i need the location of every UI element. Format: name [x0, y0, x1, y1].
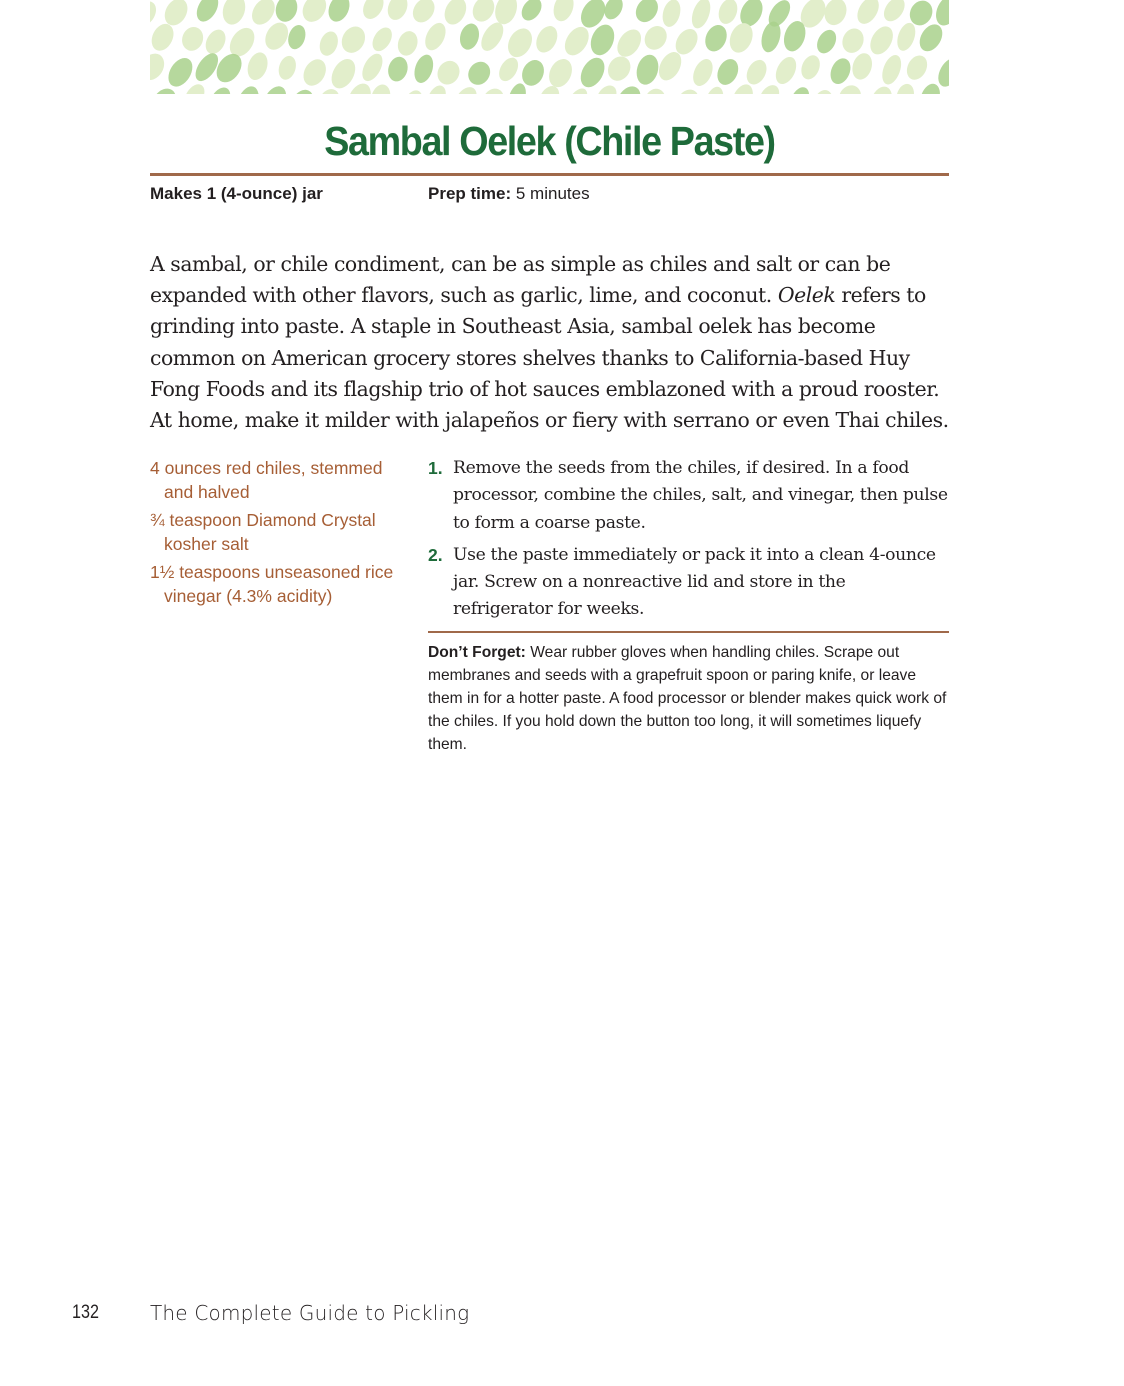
decorative-dot [672, 85, 703, 94]
decorative-dot [464, 58, 495, 90]
decorative-dot [233, 83, 262, 94]
decorative-dot [879, 52, 905, 87]
decorative-dot [866, 22, 898, 58]
decorative-dot [421, 20, 450, 54]
decorative-dot [532, 23, 561, 56]
decorative-dot [399, 87, 426, 94]
decorative-dot [325, 0, 354, 25]
step-item [428, 455, 948, 537]
prep-time [428, 184, 590, 204]
decorative-dot [244, 50, 271, 83]
decorative-dot [612, 82, 645, 94]
decorative-dot [317, 29, 341, 58]
recipe-intro [150, 249, 950, 436]
decorative-dot [272, 0, 300, 25]
decorative-dot [866, 83, 896, 94]
step-text: Use the paste immediately or pack it into a clean 4-ounce jar. Screw on a nonreactive lid and store in the refrigerator for weeks. [453, 544, 936, 620]
decorative-dot [440, 0, 470, 28]
decorative-dot [298, 0, 331, 26]
decorative-dot [849, 51, 875, 82]
decorative-dot [545, 55, 577, 91]
decorative-dot [276, 54, 299, 82]
intro-text-continued: refers to grinding into paste. A staple in Southeast Asia, sambal oelek has become common on American grocery stores shelves thanks to California-based Huy Fong Foods and its flagship trio of hot sauces emblazoned with a proud rooster. At home, make it milder with jalapeños or fiery with serrano or even Thai chiles. [150, 283, 949, 433]
decorative-dot [503, 24, 537, 61]
decorative-dot [903, 52, 931, 83]
decorative-dot [518, 0, 546, 24]
decorative-dot [261, 19, 293, 54]
step-list [428, 455, 948, 629]
decorative-dot [948, 20, 949, 54]
decorative-dot [219, 0, 249, 27]
ingredient-item: 1½ teaspoons unseasoned rice vinegar (4.3% acidity) [150, 562, 394, 606]
decorative-dot [327, 55, 360, 93]
decorative-dot [641, 86, 669, 94]
decorative-dot [743, 57, 771, 88]
recipe-title: Sambal Oelek (Chile Paste) [324, 118, 775, 164]
decorative-dot [205, 84, 234, 94]
decorative-dot [811, 88, 836, 94]
note-rule [428, 631, 949, 633]
intro-italic-term: Oelek [777, 283, 836, 308]
decorative-dot [286, 86, 318, 94]
decorative-dot [688, 0, 713, 31]
decorative-dot [660, 0, 683, 29]
decorative-dot [880, 0, 909, 25]
decorative-dot [359, 0, 388, 23]
decorative-dot [755, 82, 783, 94]
decorative-dot [469, 0, 499, 25]
dot-pattern [150, 0, 949, 94]
decorative-dot [853, 0, 883, 28]
decorative-dot [603, 52, 634, 85]
decorative-dot [715, 0, 740, 26]
ingredient-item: 4 ounces red chiles, stemmed and halved [150, 458, 383, 502]
decorative-dot [689, 56, 716, 89]
decorative-dot [593, 82, 621, 94]
decorative-dot [612, 25, 646, 61]
decorative-dot [827, 55, 854, 87]
decorative-dot [163, 54, 197, 91]
decorative-dot [772, 54, 801, 88]
recipe-yield [150, 184, 323, 204]
decorative-dot [839, 25, 867, 56]
note-label: Don’t Forget: [428, 644, 526, 661]
decorative-dot [560, 23, 594, 60]
decorative-dot [385, 54, 410, 83]
decorative-dot [358, 50, 386, 84]
step-item [428, 542, 948, 624]
ingredient-item: ¾ teaspoon Diamond Crystal kosher salt [150, 510, 376, 554]
decorative-dot [633, 52, 661, 87]
decorative-dot [337, 22, 369, 57]
decorative-dot [433, 57, 464, 89]
decorative-dot [550, 0, 577, 24]
decorative-dot [495, 54, 522, 84]
prep-time-value: 5 minutes [515, 184, 590, 203]
decorative-dot [701, 22, 730, 55]
step-number: 1. [428, 458, 443, 478]
decorative-dot [894, 82, 917, 94]
decorative-dot [786, 84, 813, 94]
running-footer-title: The Complete Guide to Pickling [150, 1301, 470, 1325]
decorative-dot [894, 20, 919, 53]
decorative-dot [259, 82, 290, 94]
decorative-dot [701, 84, 727, 94]
decorative-dot [368, 82, 393, 94]
page-number: 132 [72, 1302, 99, 1323]
decorative-dot-banner [150, 0, 949, 94]
decorative-dot [395, 28, 421, 58]
dont-forget-note [428, 641, 949, 756]
decorative-dot [150, 49, 169, 84]
decorative-dot [576, 54, 609, 92]
step-number: 2. [428, 544, 443, 565]
decorative-dot [821, 0, 850, 28]
ingredient-list [150, 456, 400, 612]
decorative-dot [369, 24, 396, 55]
decorative-dot [150, 0, 160, 29]
intro-text: A sambal, or chile condiment, can be as simple as chiles and salt or can be expanded with other flavors, such as garlic, lime, and coconut. [150, 252, 891, 308]
decorative-dot [915, 20, 947, 55]
decorative-dot [384, 0, 411, 23]
yield-text: Makes 1 (4-ounce) jar [150, 184, 323, 203]
note-text: Wear rubber gloves when handling chiles. Scrape out membranes and seeds with a grapefruit spoon or paring knife, or leave them in for a hotter paste. A food processor or blender makes quick work of the chiles. If you hold down the button too long, it will sometimes liquefy them. [428, 644, 947, 753]
decorative-dot [457, 21, 482, 51]
decorative-dot [192, 0, 222, 25]
decorative-dot [285, 23, 308, 52]
prep-time-label: Prep time: [428, 184, 512, 203]
decorative-dot [713, 56, 742, 89]
decorative-dot [299, 55, 330, 89]
decorative-dot [631, 0, 662, 26]
title-rule [150, 173, 949, 176]
step-text: Remove the seeds from the chiles, if desired. In a food processor, combine the chiles, salt, and vinegar, then pulse to form a coarse paste. [453, 458, 948, 533]
decorative-dot [640, 22, 671, 54]
decorative-dot [202, 26, 230, 57]
decorative-dot [411, 52, 436, 85]
decorative-dot [179, 24, 207, 54]
decorative-dot [601, 0, 627, 22]
decorative-dot [798, 52, 823, 82]
decorative-dot [408, 0, 438, 26]
decorative-dot [813, 27, 840, 57]
decorative-dot [477, 85, 508, 94]
